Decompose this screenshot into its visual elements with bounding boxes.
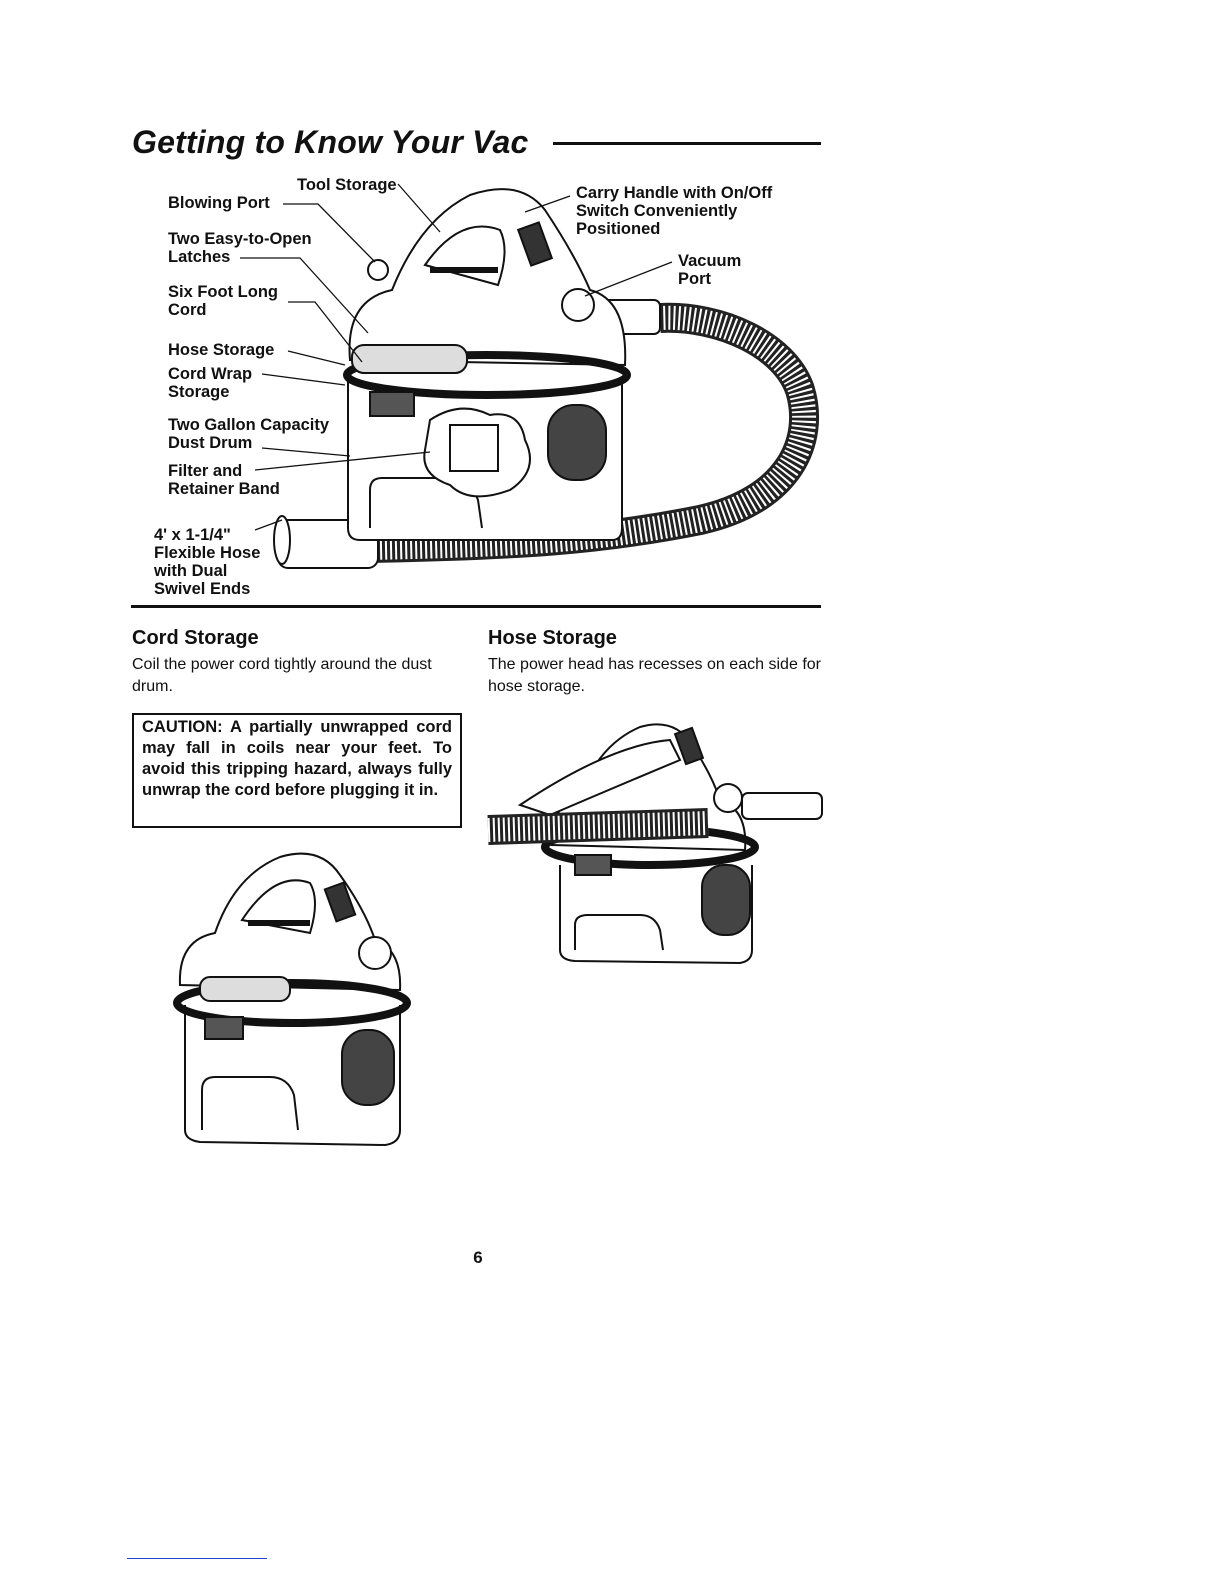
cord-storage-heading: Cord Storage (132, 627, 259, 649)
callout-vacuum-port: Vacuum Port (678, 252, 742, 288)
footer-link-line (127, 1558, 267, 1559)
callout-carry-handle: Carry Handle with On/Off Switch Conveniently Positioned (576, 184, 773, 238)
caution-box: CAUTION: A partially unwrapped cord may fall in coils near your feet. To avoid this tripping hazard, always fully unwrap the cord before plugging it in. (132, 713, 462, 828)
page-number: 6 (473, 1248, 483, 1267)
callout-cord: Six Foot Long Cord (168, 283, 278, 319)
callout-flexible-hose: 4' x 1-1/4" Flexible Hose with Dual Swivel Ends (154, 526, 261, 598)
callout-filter: Filter and Retainer Band (168, 462, 280, 498)
callout-dust-drum: Two Gallon Capacity Dust Drum (168, 416, 330, 452)
page-title: Getting to Know Your Vac (132, 124, 529, 160)
callout-cord-wrap: Cord Wrap Storage (168, 365, 253, 401)
cord-storage-text: Coil the power cord tightly around the dust drum. (132, 656, 432, 695)
callout-hose-storage: Hose Storage (168, 341, 275, 359)
callout-tool-storage: Tool Storage (297, 176, 397, 194)
cord-storage-illustration (170, 845, 430, 1155)
hose-storage-heading: Hose Storage (488, 627, 617, 649)
section-rule (131, 605, 821, 608)
callout-latches: Two Easy-to-Open Latches (168, 230, 312, 266)
hose-storage-illustration (480, 705, 840, 975)
hose-storage-text: The power head has recesses on each side for hose storage. (488, 656, 821, 695)
callout-blowing-port: Blowing Port (168, 194, 270, 212)
